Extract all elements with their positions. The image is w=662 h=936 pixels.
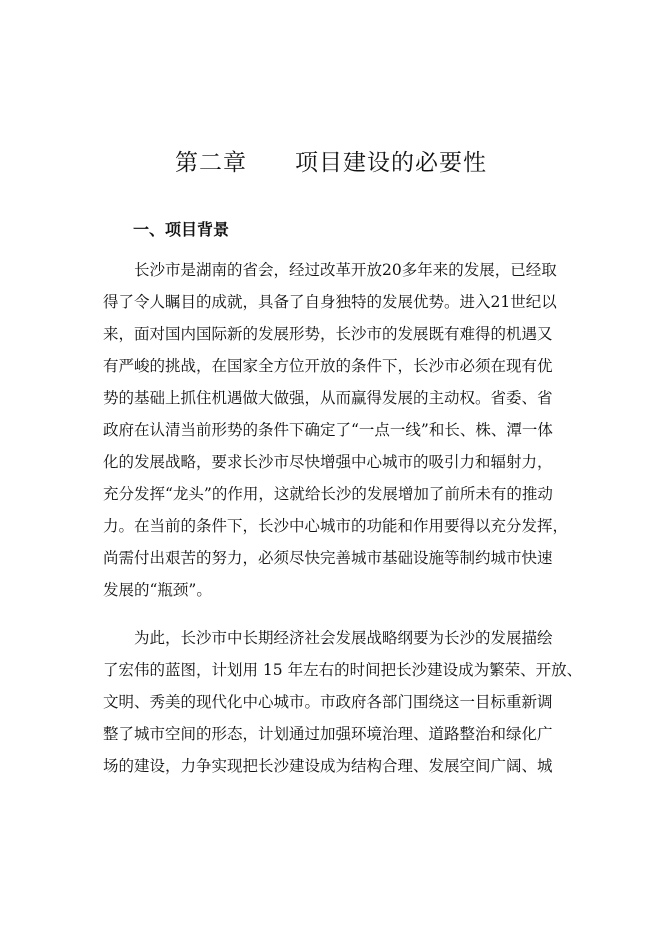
paragraph-line: 文明、秀美的现代化中心城市。市政府各部门围绕这一目标重新调 — [103, 693, 553, 711]
paragraph-line: 得了令人瞩目的成就，具备了自身独特的发展优势。进入21世纪以 — [103, 293, 557, 311]
paragraph-line: 长沙市是湖南的省会，经过改革开放20多年来的发展，已经取 — [134, 261, 557, 279]
paragraph-line: 来，面对国内国际新的发展形势，长沙市的发展既有难得的机遇又 — [103, 325, 553, 343]
paragraph-line: 尚需付出艰苦的努力，必须尽快完善城市基础设施等制约城市快速 — [103, 549, 553, 567]
paragraph-line: 势的基础上抓住机遇做大做强，从而赢得发展的主动权。省委、省 — [103, 389, 553, 407]
paragraph-line: 化的发展战略，要求长沙市尽快增强中心城市的吸引力和辐射力， — [103, 453, 553, 471]
paragraph-line: 充分发挥“龙头”的作用，这就给长沙的发展增加了前所未有的推动 — [103, 485, 553, 503]
paragraph-line: 有严峻的挑战，在国家全方位开放的条件下，长沙市必须在现有优 — [103, 357, 553, 375]
chapter-title: 第二章 项目建设的必要性 — [175, 150, 487, 176]
paragraph-line: 发展的“瓶颈”。 — [103, 581, 212, 599]
paragraph-line: 政府在认清当前形势的条件下确定了“一点一线”和长、株、潭一体 — [103, 421, 553, 439]
paragraph-line: 为此，长沙市中长期经济社会发展战略纲要为长沙的发展描绘 — [134, 629, 553, 647]
paragraph-line: 了宏伟的蓝图，计划用 15 年左右的时间把长沙建设成为繁荣、开放、 — [103, 661, 583, 679]
paragraph-line: 场的建设，力争实现把长沙建设成为结构合理、发展空间广阔、城 — [103, 757, 553, 775]
section-heading: 一、项目背景 — [133, 220, 230, 239]
paragraph-line: 力。在当前的条件下，长沙中心城市的功能和作用要得以充分发挥， — [103, 517, 569, 535]
paragraph-line: 整了城市空间的形态，计划通过加强环境治理、道路整治和绿化广 — [103, 725, 553, 743]
